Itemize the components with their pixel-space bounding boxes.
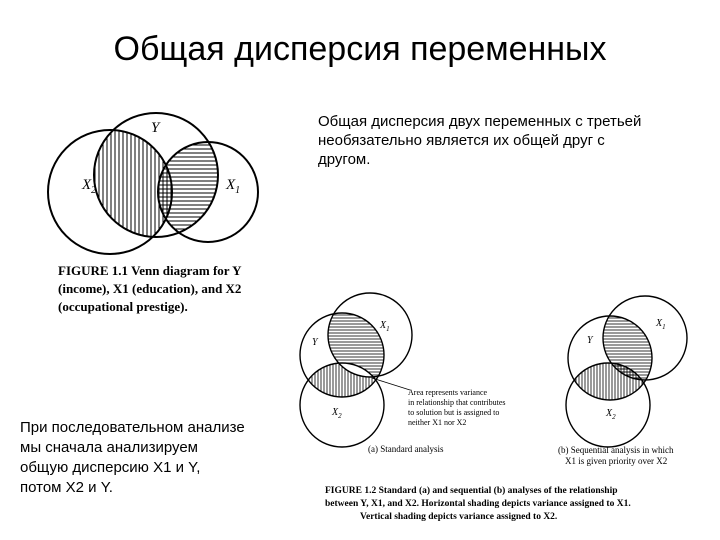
label-y-b: Y [587,335,593,346]
label-x2-a: $X_2$ [332,407,342,420]
panel-a-caption: (a) Standard analysis [368,444,444,454]
label-y: Y [151,120,160,136]
left-description [20,418,310,498]
label-x1-a: $X_1$ [380,320,390,333]
figure2-caption-line: FIGURE 1.2 Standard (a) and sequential (b) analyses of the relationship [325,486,618,496]
label-y-a: Y [312,337,318,348]
slide-title: Общая дисперсия переменных [113,30,607,68]
figure2-caption-line: Vertical shading depicts variance assigned to X2. [360,512,558,522]
annotation-line: to solution but is assigned to [408,408,500,417]
figure2-caption-line: between Y, X1, and X2. Horizontal shading depicts variance assigned to X1. [325,499,631,509]
figure1-caption-line: FIGURE 1.1 Venn diagram for Y [58,263,242,278]
left-text-line: общую дисперсию X1 и Y, [20,459,201,476]
panel-b [490,290,710,490]
venn-figure-1-1 [30,100,290,320]
figure1-caption-line: (occupational prestige). [58,299,188,314]
annotation-line: neither X1 nor X2 [408,418,467,427]
left-text-line: потом X2 и Y. [20,479,113,496]
panel-b-caption-line: (b) Sequential analysis in which [558,445,674,455]
left-text-line: При последовательном анализе [20,419,245,436]
label-x2-b: $X_2$ [606,408,616,421]
figure1-caption-line: (income), X1 (education), and X2 [58,281,242,296]
label-x1-b: $X_1$ [656,318,666,331]
label-x1: $X_1$ [226,177,241,196]
annotation-line: in relationship that contributes [408,398,506,407]
right-description: Общая дисперсия двух переменных с третьей необязательно является их общей друг с другом. [318,113,642,168]
left-text-line: мы сначала анализируем [20,439,198,456]
panel-b-caption-line: X1 is given priority over X2 [565,456,668,466]
label-x2: $X_2$ [82,177,97,196]
panel-a [290,290,506,490]
venn-figure-1-2 [290,290,710,535]
annotation-line: Area represents variance [408,388,488,397]
